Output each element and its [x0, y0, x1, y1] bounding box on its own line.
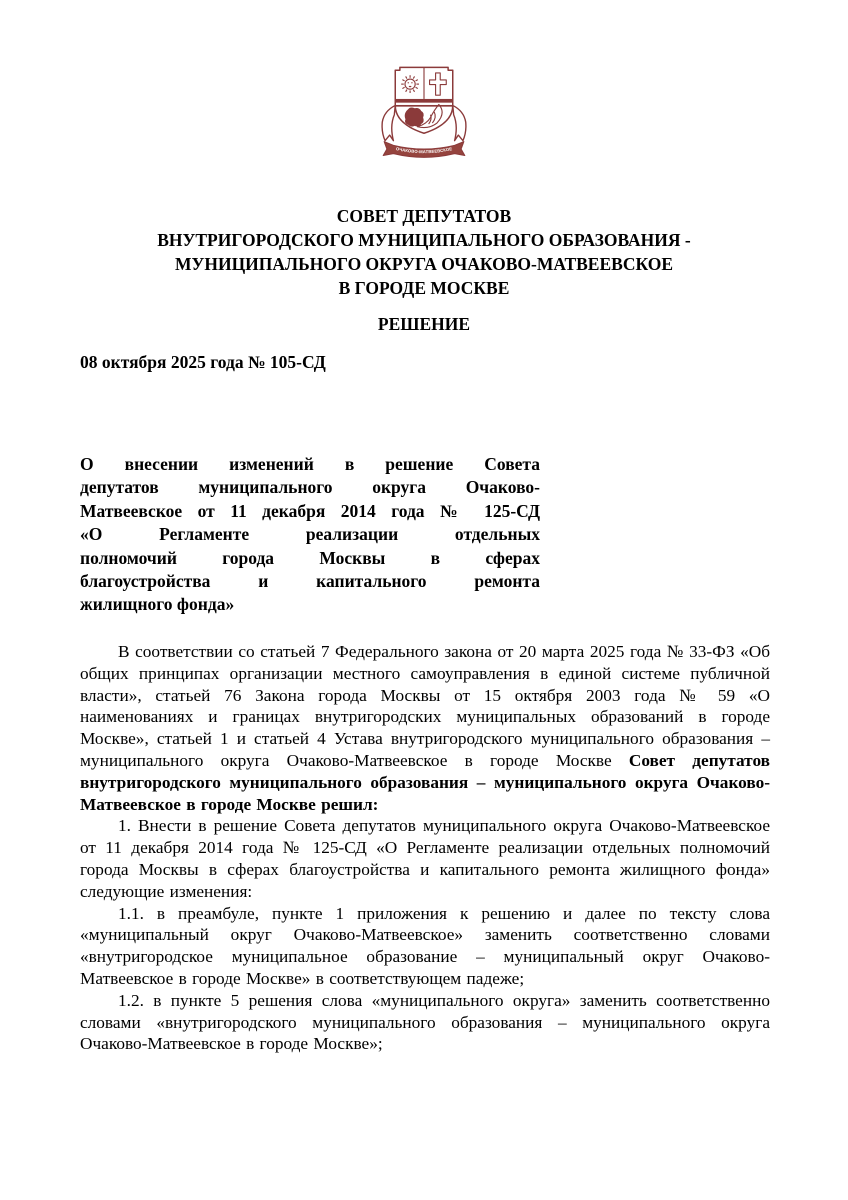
preamble-resolved-clause: Совет депутатов внутригородского муниципального образования – муниципального округа Очаково-Матвеевское в городе Москве решил: [80, 750, 770, 814]
coat-of-arms [373, 58, 475, 164]
preamble-normal-text: В соответствии со статьей 7 Федерального закона от 20 марта 2025 года № 33-ФЗ «Об общих принципах организации местного самоуправления в единой системе публичной власти», статьей 76 Закона города Москвы от 15 октября 2003 года № 59 «О наименованиях и границах внутригородских муниципальных образований в городе Москве», статьей 1 и статьей 4 Устава внутригородского муниципального образования – муниципального округа Очаково-Матвеевское в городе Москве [80, 642, 770, 770]
title-line: благоустройства и капитального ремонта [80, 571, 540, 592]
paragraph-item-1: 1. Внести в решение Совета депутатов муниципального округа Очаково-Матвеевское от 11 декабря 2014 года № 125-СД «О Регламенте реализации отдельных полномочий города Москвы в сферах благоустройства и капитального ремонта жилищного фонда» следующие изменения: [80, 816, 770, 901]
document-title [80, 453, 540, 617]
org-header-line: СОВЕТ ДЕПУТАТОВ [336, 206, 512, 226]
org-header-line: В ГОРОДЕ МОСКВЕ [338, 278, 510, 298]
title-line: депутатов муниципального округа Очаково- [80, 477, 540, 498]
org-header-line: ВНУТРИГОРОДСКОГО МУНИЦИПАЛЬНОГО ОБРАЗОВАНИЯ - [157, 230, 691, 250]
document-body [80, 641, 770, 1055]
paragraph-item-1-1: 1.1. в преамбуле, пункте 1 приложения к решению и далее по тексту слова «муниципальный округ Очаково-Матвеевское» заменить соответственно словами «внутригородское муниципальное образование – муниципальный округ Очаково-Матвеевское в городе Москве» в соответствующем падеже; [80, 903, 770, 988]
title-line: О внесении изменений в решение Совета [80, 454, 540, 474]
paragraph-item-1-2: 1.2. в пункте 5 решения слова «муниципального округа» заменить соответственно словами «внутригородского муниципального образования – муниципального округа Очаково-Матвеевское в городе Москве»; [80, 990, 770, 1054]
document-type-heading: РЕШЕНИЕ [377, 314, 471, 334]
title-line: «О Регламенте реализации отдельных [80, 524, 540, 545]
date-number-line: 08 октября 2025 года № 105-СД [80, 352, 326, 372]
coat-of-arms-graphic [373, 58, 475, 164]
paragraph-preamble [80, 641, 770, 815]
title-line: полномочий города Москвы в сферах [80, 547, 540, 568]
org-header-line: МУНИЦИПАЛЬНОГО ОКРУГА ОЧАКОВО-МАТВЕЕВСКОЕ [174, 254, 673, 274]
issuing-authority [0, 204, 848, 300]
title-line: жилищного фонда» [80, 594, 235, 615]
title-line: Матвеевское от 11 декабря 2014 года № 125-СД [80, 500, 540, 521]
emblem-banner-label: ОЧАКОВО-МАТВЕЕВСКОЕ [395, 146, 453, 155]
